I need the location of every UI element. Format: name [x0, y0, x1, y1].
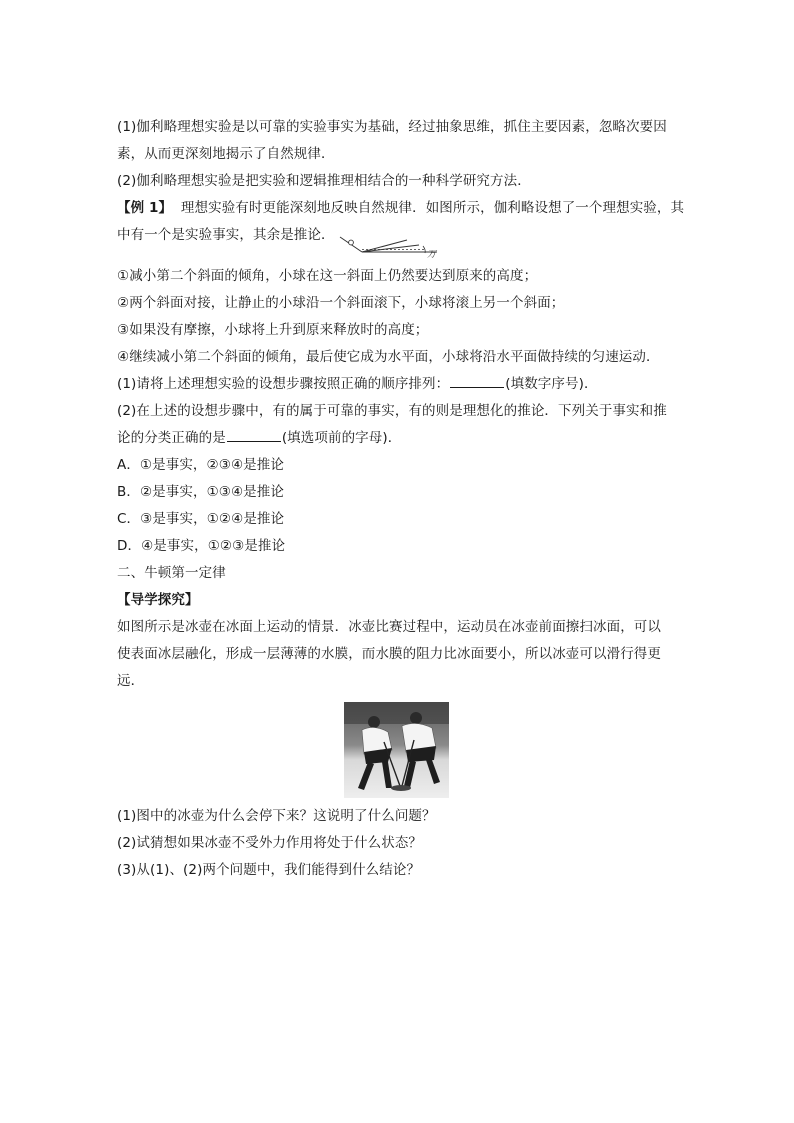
option-c: C．③是事实，①②④是推论	[117, 511, 285, 527]
option-a: A．①是事实，②③④是推论	[117, 457, 284, 473]
example-stem-text: 理想实验有时更能深刻地反映自然规律．如图所示，伽利略设想了一个理想实验，其	[180, 200, 685, 216]
intro-paragraph-1-line-1: (1)伽利略理想实验是以可靠的实验事实为基础，经过抽象思维，抓住主要因素，忽略次要因	[117, 119, 667, 135]
section-paragraph-line-2: 使表面冰层融化，形成一层薄薄的水膜，而水膜的阻力比冰面要小，所以冰壶可以滑行得更	[117, 646, 661, 662]
curling-stone-icon	[391, 785, 411, 791]
section-heading: 二、牛顿第一定律	[117, 565, 226, 581]
answer-blank-1[interactable]	[450, 375, 504, 388]
question-2-line-1: (2)在上述的设想步骤中，有的属于可靠的事实，有的则是理想化的推论．下列关于事实和推	[117, 403, 667, 419]
guide-tag: 【导学探究】	[117, 592, 199, 608]
step-2: ②两个斜面对接，让静止的小球沿一个斜面滚下，小球将滚上另一个斜面；	[117, 295, 565, 311]
figure-label: 万	[427, 250, 437, 260]
option-b: B．②是事实，①③④是推论	[117, 484, 284, 500]
second-incline-medium	[362, 245, 419, 252]
ball-icon	[349, 240, 354, 245]
question-2-suffix: (填选项前的字母)．	[281, 430, 402, 446]
curling-photo	[344, 702, 449, 798]
guide-question-3: (3)从(1)、(2)两个问题中，我们能得到什么结论？	[117, 862, 421, 878]
question-1	[117, 375, 598, 393]
intro-paragraph-1-line-2: 素，从而更深刻地揭示了自然规律．	[117, 146, 335, 162]
option-d: D．④是事实，①②③是推论	[117, 538, 286, 554]
question-2-text: 论的分类正确的是	[117, 430, 226, 446]
question-1-text: (1)请将上述理想实验的设想步骤按照正确的顺序排列：	[117, 376, 450, 392]
incline-experiment-figure	[337, 234, 447, 260]
step-3: ③如果没有摩擦，小球将上升到原来释放时的高度；	[117, 322, 429, 338]
guide-question-2: (2)试猜想如果冰壶不受外力作用将处于什么状态？	[117, 835, 423, 851]
section-paragraph-line-3: 远．	[117, 673, 145, 689]
step-1: ①减小第二个斜面的倾角，小球在这一斜面上仍然要达到原来的高度；	[117, 268, 538, 284]
intro-paragraph-2: (2)伽利略理想实验是把实验和逻辑推理相结合的一种科学研究方法．	[117, 173, 531, 189]
question-2-line-2	[117, 429, 401, 447]
question-1-suffix: (填数字序号)．	[505, 376, 598, 392]
example-1-stem-line-1	[117, 199, 684, 217]
guide-question-1: (1)图中的冰壶为什么会停下来？这说明了什么问题？	[117, 808, 436, 824]
example-tag: 【例 1】	[117, 200, 173, 216]
step-4: ④继续减小第二个斜面的倾角，最后使它成为水平面，小球将沿水平面做持续的匀速运动．	[117, 349, 660, 365]
second-incline-steep	[362, 240, 407, 252]
arena-wall	[344, 702, 449, 724]
example-1-stem-line-2: 中有一个是实验事实，其余是推论．	[117, 227, 335, 243]
answer-blank-2[interactable]	[227, 429, 281, 442]
section-paragraph-line-1: 如图所示是冰壶在冰面上运动的情景．冰壶比赛过程中，运动员在冰壶前面擦扫冰面，可以	[117, 619, 661, 635]
